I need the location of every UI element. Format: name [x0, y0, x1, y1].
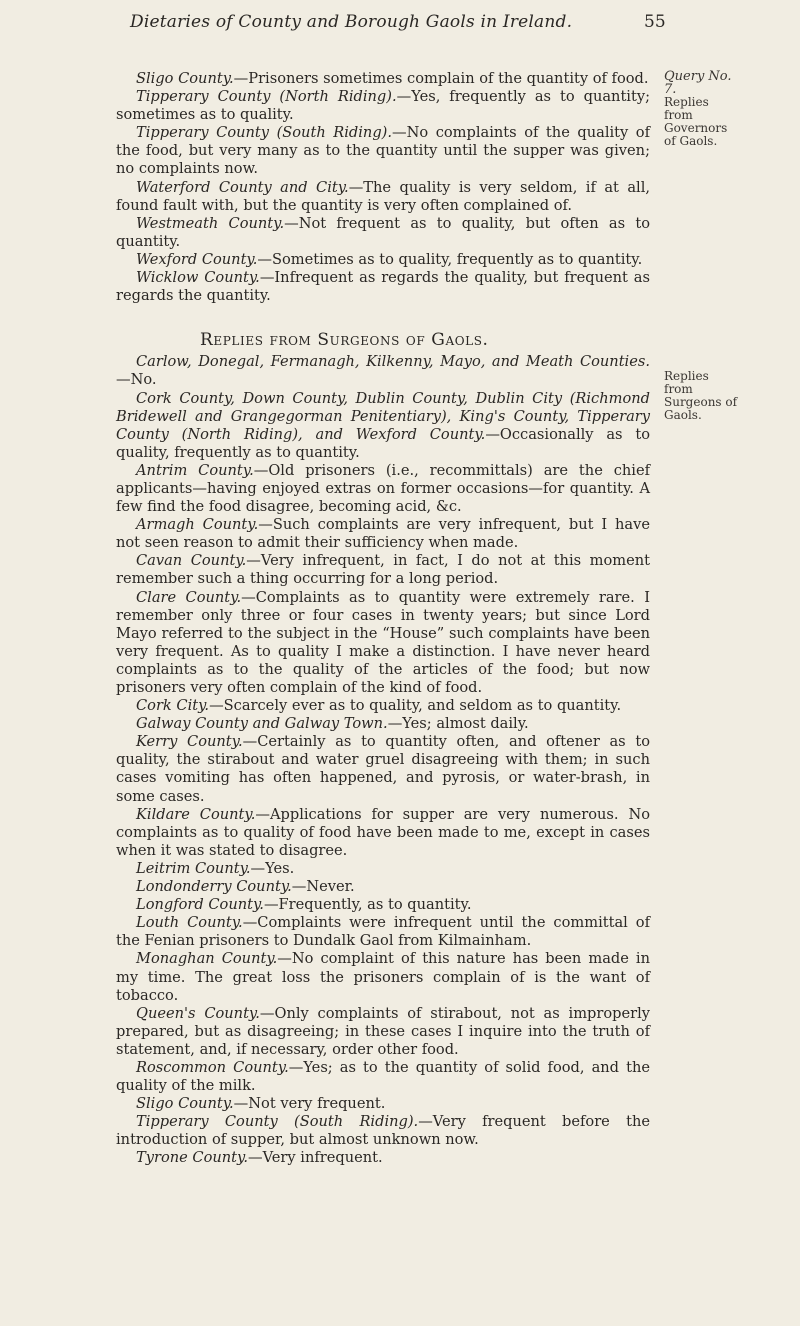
reply-text: —Only complaints of stirabout, not as improperly prepared, but as disagreeing; in these cases I inquire into the truth of statement, and, if necessary, order other food.: [116, 1004, 650, 1058]
reply-text: —Such complaints are very infrequent, but I have not seen reason to admit their sufficiency when made.: [116, 516, 650, 552]
reply-text: —Yes; as to the quantity of solid food, and the quality of the milk.: [116, 1058, 650, 1095]
county-name: Londonderry County.: [136, 878, 292, 896]
county-name: Wicklow County.: [136, 269, 260, 287]
reply-text: —Not very frequent.: [233, 1095, 386, 1113]
surgeon-reply: [116, 896, 650, 914]
county-name: Kerry County.: [136, 733, 243, 751]
reply-text: —Very frequent before the introduction of supper, but almost unknown now.: [116, 1113, 650, 1149]
surgeon-reply: [116, 462, 650, 516]
reply-text: —Complaints as to quantity were extremely rare. I remember only three or four cases in twenty years; but since Lord Mayo referred to the subject in the “House” such complaints have been very frequent. As to quality I make a distinction. I have never heard complaints as to the quality of the articles of the food; but now prisoners very often complain of the kind of food.: [116, 588, 650, 696]
county-name: Tyrone County.: [136, 1149, 248, 1167]
surgeon-reply: [116, 914, 650, 950]
county-name: Galway County and Galway Town.: [136, 715, 388, 733]
reply-text: —Infrequent as regards the quality, but frequent as regards the quantity.: [116, 269, 650, 305]
county-name: Sligo County.: [136, 1095, 234, 1113]
surgeons-replies: [116, 353, 650, 1167]
reply-text: —Complaints were infrequent until the committal of the Fenian prisoners to Dundalk Gaol from Kilmainham.: [116, 914, 650, 950]
page-number: 55: [644, 12, 666, 32]
reply-text: —Never.: [291, 878, 355, 896]
reply-text: —Not frequent as to quality, but often as to quantity.: [116, 214, 651, 250]
county-name: Sligo County.: [136, 70, 234, 87]
county-name: Westmeath County.: [136, 214, 285, 232]
reply-text: —No.: [116, 371, 157, 389]
governor-reply: [116, 70, 650, 88]
county-name: Clare County.: [136, 588, 242, 606]
margin-governors-label: Replies from Governors of Gaols.: [664, 95, 728, 148]
surgeon-reply: [116, 950, 650, 1004]
surgeon-reply: [116, 1059, 650, 1095]
reply-text: —Very infrequent, in fact, I do not at this moment remember such a thing occurring for a long period.: [116, 552, 650, 588]
county-name: Queen's County.: [136, 1004, 260, 1022]
surgeon-reply: [116, 353, 650, 389]
county-name: Armagh County.: [136, 516, 259, 534]
margin-note-governors: [664, 70, 738, 148]
surgeon-reply: [116, 1113, 650, 1149]
section-heading: Replies from Surgeons of Gaols.: [200, 330, 489, 351]
governor-reply: [116, 251, 650, 269]
county-name: Tipperary County (South Riding).: [136, 124, 393, 142]
governor-reply: [116, 269, 650, 305]
county-name: Cork County, Down County, Dublin County, Dublin City (Richmond Bridewell and Grangegorman Penitentiary), King's County, Tipperary County (North Riding), and Wexford County.: [116, 389, 650, 443]
surgeon-reply: [116, 697, 650, 715]
surgeon-reply: [116, 878, 650, 896]
surgeon-reply: [116, 1005, 650, 1059]
reply-text: —Applications for supper are very numerous. No complaints as to quality of food have been made to me, except in cases when it was stated to disagree.: [116, 805, 650, 859]
surgeon-reply: [116, 715, 650, 733]
governor-reply: [116, 124, 650, 178]
reply-text: —Scarcely ever as to quality, and seldom as to quantity.: [209, 697, 622, 715]
reply-text: —Yes; almost daily.: [387, 715, 529, 733]
surgeon-reply: [116, 589, 650, 698]
reply-text: —Frequently, as to quantity.: [263, 896, 472, 914]
surgeon-reply: [116, 806, 650, 860]
surgeon-reply: [116, 733, 650, 805]
query-number: Query No. 7.: [664, 69, 732, 97]
binding-edge: [0, 90, 20, 1270]
margin-surgeons-label: Replies from Surgeons of Gaols.: [664, 369, 738, 422]
county-name: Cork City.: [136, 697, 210, 715]
governor-reply: [116, 88, 650, 124]
reply-text: —No complaint of this nature has been made in my time. The great loss the prisoners complain of is the want of tobacco.: [116, 950, 650, 1004]
surgeon-reply: [116, 552, 650, 588]
surgeon-reply: [116, 1095, 650, 1113]
governors-replies: [116, 70, 650, 305]
county-name: Louth County.: [136, 914, 243, 932]
reply-text: —Occasionally as to quality, frequently as to quantity.: [116, 425, 650, 461]
surgeon-reply: [116, 1149, 650, 1167]
reply-text: —Prisoners sometimes complain of the quantity of food.: [233, 70, 649, 87]
county-name: Antrim County.: [136, 461, 254, 479]
county-name: Tipperary County (South Riding).: [136, 1113, 419, 1131]
reply-text: —No complaints of the quality of the food, but very many as to the quantity until the supper was given; no complaints now.: [116, 124, 650, 178]
reply-text: —Certainly as to quantity often, and oftener as to quality, the stirabout and water gruel disagreeing with them; in such cases vomiting has often happened, and pyrosis, or water-brash, in some cases.: [116, 733, 651, 805]
county-name: Roscommon County.: [136, 1058, 289, 1076]
county-name: Carlow, Donegal, Fermanagh, Kilkenny, Mayo, and Meath Counties.: [136, 353, 650, 371]
governor-reply: [116, 215, 650, 251]
reply-text: —Sometimes as to quality, frequently as to quantity.: [257, 250, 643, 268]
running-title: Dietaries of County and Borough Gaols in Ireland.: [130, 12, 573, 32]
surgeon-reply: [116, 516, 650, 552]
reply-text: —Very infrequent.: [247, 1149, 383, 1167]
county-name: Kildare County.: [136, 805, 256, 823]
reply-text: —The quality is very seldom, if at all, found fault with, but the quantity is very often complained of.: [116, 178, 650, 214]
body-text: [116, 70, 650, 1168]
surgeon-reply: [116, 390, 650, 462]
county-name: Waterford County and City.: [136, 178, 349, 196]
county-name: Monaghan County.: [136, 950, 278, 968]
county-name: Leitrim County.: [136, 859, 251, 877]
reply-text: —Yes.: [250, 859, 295, 877]
county-name: Cavan County.: [136, 552, 247, 570]
county-name: Longford County.: [136, 896, 264, 914]
county-name: Wexford County.: [136, 250, 258, 268]
margin-note-surgeons: [664, 370, 738, 422]
reply-text: —Yes, frequently as to quantity; sometimes as to quality.: [116, 88, 650, 124]
county-name: Tipperary County (North Riding).: [136, 88, 397, 106]
governor-reply: [116, 179, 650, 215]
reply-text: —Old prisoners (i.e., recommittals) are the chief applicants—having enjoyed extras on former occasions—for quantity. A few find the food disagree, becoming acid, &c.: [116, 461, 650, 516]
surgeon-reply: [116, 860, 650, 878]
